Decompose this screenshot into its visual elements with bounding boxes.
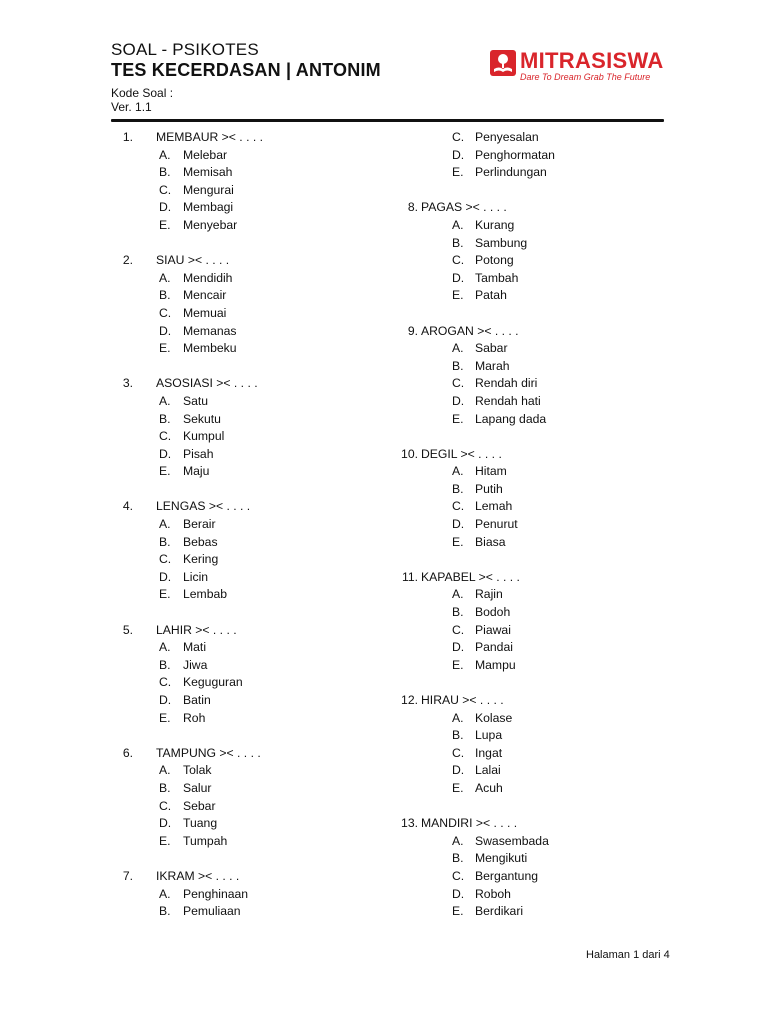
option-text: Salur [183, 780, 212, 795]
answer-option [111, 182, 401, 200]
option-letter: D. [452, 763, 465, 778]
option-letter: C. [452, 130, 465, 144]
option-text: Berdikari [475, 904, 524, 919]
option-text: Rendah hati [475, 393, 541, 408]
answer-option [402, 604, 692, 622]
answer-option [111, 639, 401, 657]
option-letter: D. [452, 517, 465, 532]
option-letter: D. [159, 693, 172, 707]
answer-option [402, 657, 692, 675]
question-line [402, 815, 692, 833]
question-line [111, 868, 401, 886]
option-letter: A. [159, 517, 171, 532]
answer-option [402, 498, 692, 516]
question-number: 5. [122, 622, 133, 637]
answer-option [111, 692, 401, 710]
answer-option [402, 833, 692, 851]
option-text: Sebar [183, 798, 216, 813]
header-divider [111, 119, 664, 122]
option-text: Berair [183, 517, 216, 532]
question-item [111, 868, 401, 921]
option-text: Mengurai [183, 182, 234, 197]
answer-option [402, 745, 692, 763]
question-number: 2. [122, 253, 133, 268]
option-letter: B. [452, 605, 464, 620]
option-text: Keguguran [183, 675, 243, 690]
option-letter: C. [159, 429, 172, 444]
option-letter: B. [452, 235, 464, 250]
question-spacer [111, 604, 401, 622]
option-text: Penghormatan [475, 147, 555, 162]
option-letter: A. [452, 710, 464, 725]
question-spacer [402, 305, 692, 323]
question-text: DEGIL >< . . . . [421, 446, 502, 461]
option-text: Penurut [475, 517, 518, 532]
question-spacer [111, 481, 401, 499]
question-item [111, 498, 401, 604]
answer-option [402, 287, 692, 305]
question-item [111, 252, 401, 358]
question-number: 6. [122, 745, 133, 760]
option-text: Kering [183, 552, 219, 567]
option-text: Acuh [475, 780, 503, 795]
option-text: Jiwa [183, 657, 208, 672]
option-letter: B. [159, 780, 171, 795]
answer-option [111, 657, 401, 675]
question-spacer [111, 727, 401, 745]
question-number: 3. [122, 376, 133, 391]
question-number: 4. [122, 499, 133, 514]
question-number: 7. [122, 868, 133, 883]
option-letter: B. [159, 165, 171, 180]
option-letter: A. [452, 341, 464, 356]
option-text: Sekutu [183, 411, 221, 426]
answer-option [111, 393, 401, 411]
answer-option [402, 463, 692, 481]
answer-option [402, 340, 692, 358]
answer-option [402, 710, 692, 728]
option-letter: E. [452, 288, 464, 303]
option-text: Perlindungan [475, 165, 547, 180]
answer-option [111, 446, 401, 464]
answer-option [402, 411, 692, 429]
option-text: Membeku [183, 341, 237, 356]
option-letter: D. [452, 147, 465, 162]
answer-option [402, 762, 692, 780]
question-line [402, 323, 692, 341]
answer-option [111, 164, 401, 182]
answer-option [111, 798, 401, 816]
doc-meta [111, 86, 381, 114]
question-item [111, 129, 401, 235]
question-number: 12. [401, 693, 418, 707]
question-line [111, 622, 401, 640]
option-text: Melebar [183, 147, 228, 162]
answer-option [402, 516, 692, 534]
option-letter: B. [159, 534, 171, 549]
option-letter: B. [159, 288, 171, 303]
option-letter: C. [452, 745, 465, 760]
option-text: Bodoh [475, 605, 511, 620]
answer-option [402, 235, 692, 253]
question-number: 10. [401, 446, 418, 461]
option-text: Tuang [183, 816, 218, 831]
answer-option [402, 727, 692, 745]
answer-option [111, 428, 401, 446]
option-letter: C. [159, 798, 172, 813]
question-text: MEMBAUR >< . . . . [156, 130, 264, 144]
answer-option [111, 674, 401, 692]
answer-option [402, 850, 692, 868]
option-text: Pemuliaan [183, 904, 241, 919]
left-question-column [111, 129, 401, 921]
question-item [111, 745, 401, 851]
answer-option [111, 340, 401, 358]
option-text: Bebas [183, 534, 218, 549]
option-letter: E. [159, 217, 171, 232]
option-text: Maju [183, 464, 210, 479]
answer-option [402, 164, 692, 182]
question-line [402, 569, 692, 587]
option-text: Roh [183, 710, 206, 725]
option-text: Penghinaan [183, 886, 249, 901]
option-text: Patah [475, 288, 507, 303]
answer-option [111, 305, 401, 323]
question-item [402, 815, 692, 921]
option-letter: E. [159, 464, 171, 479]
question-text: PAGAS >< . . . . [421, 200, 507, 215]
option-text: Penyesalan [475, 130, 539, 144]
question-spacer [111, 358, 401, 376]
answer-option [111, 833, 401, 851]
option-text: Biasa [475, 534, 506, 549]
question-line [402, 199, 692, 217]
option-text: Lemah [475, 499, 513, 514]
option-text: Bergantung [475, 868, 539, 883]
answer-option [111, 199, 401, 217]
question-line [111, 252, 401, 270]
question-text: AROGAN >< . . . . [421, 323, 519, 338]
option-letter: A. [452, 587, 464, 602]
answer-option [111, 516, 401, 534]
option-text: Tolak [183, 763, 212, 778]
option-letter: A. [159, 147, 171, 162]
document-header [111, 40, 381, 114]
option-text: Marah [475, 358, 510, 373]
option-letter: E. [452, 904, 464, 919]
question-line [111, 745, 401, 763]
question-text: ASOSIASI >< . . . . [156, 376, 258, 391]
option-letter: B. [159, 657, 171, 672]
answer-option [111, 762, 401, 780]
option-letter: D. [452, 640, 465, 655]
option-text: Lalai [475, 763, 501, 778]
option-text: Lupa [475, 728, 503, 743]
option-letter: A. [159, 270, 171, 285]
question-number: 13. [401, 816, 418, 831]
option-letter: A. [159, 640, 171, 655]
option-text: Satu [183, 393, 209, 408]
option-letter: D. [159, 816, 172, 831]
option-letter: D. [159, 446, 172, 461]
option-letter: D. [159, 200, 172, 215]
question-number: 8. [407, 200, 418, 215]
option-text: Memanas [183, 323, 237, 338]
answer-option [402, 481, 692, 499]
option-text: Rendah diri [475, 376, 538, 391]
question-item [402, 446, 692, 552]
option-letter: C. [452, 868, 465, 883]
page-number: Halaman 1 dari 4 [586, 949, 670, 961]
option-letter: E. [159, 341, 171, 356]
question-text: MANDIRI >< . . . . [421, 816, 518, 831]
option-letter: E. [159, 833, 171, 848]
question-spacer [402, 428, 692, 446]
question-text: KAPABEL >< . . . . [421, 569, 520, 584]
answer-option [402, 868, 692, 886]
option-text: Putih [475, 481, 503, 496]
option-text: Mendidih [183, 270, 233, 285]
option-letter: D. [452, 270, 465, 285]
question-text: SIAU >< . . . . [156, 253, 230, 268]
answer-option [402, 270, 692, 288]
answer-option [111, 569, 401, 587]
right-question-column [402, 129, 692, 921]
option-text: Mampu [475, 657, 516, 672]
option-letter: E. [452, 534, 464, 549]
question-line [111, 129, 401, 147]
option-text: Hitam [475, 464, 507, 479]
question-line [402, 446, 692, 464]
option-letter: B. [159, 904, 171, 919]
answer-option [111, 463, 401, 481]
option-text: Roboh [475, 886, 511, 901]
kode-soal-label: Kode Soal : [111, 86, 174, 100]
question-item [402, 692, 692, 798]
answer-option [111, 815, 401, 833]
option-text: Swasembada [475, 833, 549, 848]
version-label: Ver. 1.1 [111, 100, 152, 114]
option-text: Batin [183, 693, 211, 707]
answer-option [111, 710, 401, 728]
option-text: Membagi [183, 200, 234, 215]
option-text: Sabar [475, 341, 508, 356]
answer-option [402, 639, 692, 657]
question-number: 11. [401, 569, 418, 584]
option-letter: D. [452, 886, 465, 901]
option-letter: A. [159, 393, 171, 408]
option-letter: B. [452, 851, 464, 866]
option-text: Ingat [475, 745, 503, 760]
option-letter: C. [159, 182, 172, 197]
question-spacer [111, 850, 401, 868]
option-letter: E. [452, 657, 464, 672]
option-text: Mencair [183, 288, 227, 303]
option-letter: E. [159, 710, 171, 725]
question-text: HIRAU >< . . . . [421, 693, 504, 707]
answer-option [111, 886, 401, 904]
answer-option [111, 217, 401, 235]
option-text: Mati [183, 640, 207, 655]
doc-title: TES KECERDASAN | ANTONIM [111, 60, 381, 80]
question-item [111, 375, 401, 481]
question-item [402, 199, 692, 305]
question-text: IKRAM >< . . . . [156, 868, 240, 883]
question-spacer [402, 798, 692, 816]
option-text: Rajin [475, 587, 503, 602]
option-text: Memisah [183, 165, 233, 180]
option-letter: C. [452, 253, 465, 268]
answer-option [402, 393, 692, 411]
question-text: LAHIR >< . . . . [156, 622, 237, 637]
answer-option [111, 287, 401, 305]
answer-option [111, 270, 401, 288]
question-spacer [111, 235, 401, 253]
answer-option [111, 534, 401, 552]
answer-option [402, 252, 692, 270]
answer-option [402, 217, 692, 235]
option-text: Kumpul [183, 429, 225, 444]
answer-option [402, 903, 692, 921]
option-text: Lembab [183, 587, 228, 602]
option-text: Memuai [183, 305, 227, 320]
option-letter: B. [452, 481, 464, 496]
option-letter: E. [452, 165, 464, 180]
option-letter: A. [159, 886, 171, 901]
answer-option [111, 411, 401, 429]
option-letter: E. [159, 587, 171, 602]
answer-option [111, 586, 401, 604]
option-letter: A. [159, 763, 171, 778]
option-text: Kolase [475, 710, 513, 725]
option-letter: A. [452, 833, 464, 848]
answer-option [111, 903, 401, 921]
option-text: Piawai [475, 622, 511, 637]
question-number: 9. [407, 323, 418, 338]
option-text: Pandai [475, 640, 513, 655]
option-letter: A. [452, 464, 464, 479]
answer-option [402, 147, 692, 165]
book-tree-icon [490, 50, 516, 76]
option-letter: D. [159, 323, 172, 338]
question-item [111, 622, 401, 728]
option-letter: B. [159, 411, 171, 426]
answer-option [111, 780, 401, 798]
answer-option [402, 534, 692, 552]
mitrasiswa-logo [490, 50, 664, 82]
answer-option [111, 551, 401, 569]
logo-name: MITRASISWA [520, 48, 664, 73]
answer-option [111, 147, 401, 165]
option-letter: C. [452, 499, 465, 514]
question-text: LENGAS >< . . . . [156, 499, 251, 514]
logo-tagline: Dare To Dream Grab The Future [520, 72, 651, 82]
option-letter: C. [452, 622, 465, 637]
option-text: Sambung [475, 235, 528, 250]
question-item [402, 569, 692, 675]
question-continuation [402, 129, 692, 182]
option-text: Kurang [475, 217, 515, 232]
question-spacer [402, 674, 692, 692]
option-text: Mengikuti [475, 851, 528, 866]
option-letter: C. [159, 552, 172, 567]
question-item [402, 323, 692, 429]
question-text: TAMPUNG >< . . . . [156, 745, 261, 760]
option-letter: E. [452, 780, 464, 795]
option-letter: C. [159, 305, 172, 320]
answer-option [402, 358, 692, 376]
option-letter: B. [452, 728, 464, 743]
question-line [111, 375, 401, 393]
question-spacer [402, 182, 692, 200]
option-letter: B. [452, 358, 464, 373]
option-letter: D. [452, 393, 465, 408]
question-spacer [402, 551, 692, 569]
option-text: Tumpah [183, 833, 228, 848]
option-text: Potong [475, 253, 514, 268]
answer-option [402, 886, 692, 904]
option-text: Lapang dada [475, 411, 547, 426]
option-letter: C. [452, 376, 465, 391]
option-text: Pisah [183, 446, 214, 461]
question-line [111, 498, 401, 516]
option-letter: A. [452, 217, 464, 232]
option-text: Menyebar [183, 217, 238, 232]
answer-option [111, 323, 401, 341]
doc-category: SOAL - PSIKOTES [111, 40, 259, 59]
answer-option [402, 375, 692, 393]
option-letter: E. [452, 411, 464, 426]
answer-option [402, 780, 692, 798]
question-line [402, 692, 692, 710]
option-letter: C. [159, 675, 172, 690]
answer-option [402, 622, 692, 640]
option-letter: D. [159, 569, 172, 584]
option-text: Tambah [475, 270, 519, 285]
answer-option [402, 586, 692, 604]
question-number: 1. [122, 130, 133, 144]
answer-option [402, 129, 692, 147]
option-text: Licin [183, 569, 209, 584]
